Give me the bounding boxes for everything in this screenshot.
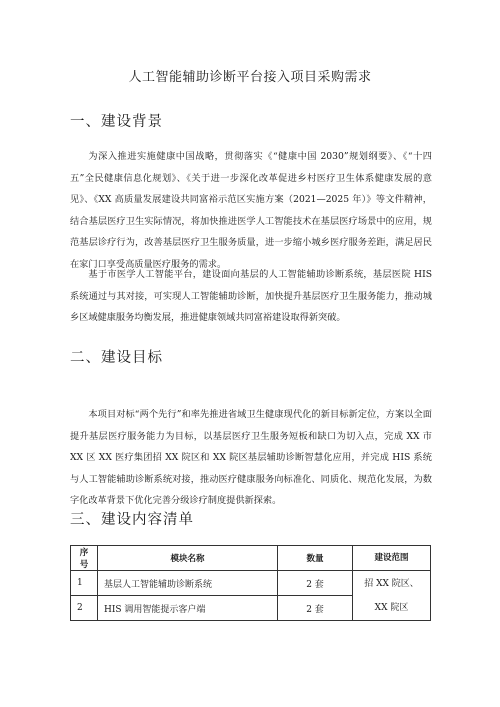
header-index: 序号 — [71, 546, 98, 571]
row-quantity: 2 套 — [278, 596, 353, 621]
header-quantity: 数量 — [278, 546, 353, 571]
row-module-name: HIS 调用智能提示客户端 — [98, 596, 278, 621]
background-paragraph-1: 为深入推进实施健康中国战略，贯彻落实《“健康中国 2030”规划纲要》、《“十四五”全民健康信息化规划》、《关于进一步深化改革促进乡村医疗卫生体系健康发展的意见》、《XX 高质量发展建设共同富裕示范区实施方案（2021—2025 年）》等文件精神，结合基层医疗卫生实际情况，将加快推进医学人工智能技术在基层医疗场景中的应用，规范基层诊疗行为，改善基层医疗卫生服务质量，进一步缩小城乡医疗服务差距，满足居民在家门口享受高质量医疗服务的需求。 — [70, 151, 432, 270]
row-quantity: 2 套 — [278, 571, 353, 596]
goals-paragraph: 本项目对标“两个先行”和率先推进省域卫生健康现代化的新目标新定位，方案以全面提升基层医疗服务能力为目标，以基层医疗卫生服务短板和缺口为切入点，完成 XX 市 XX 区 XX 医疗集团招 XX 院区和 XX 院区基层辅助诊断智慧化应用，并完成 HIS 系统与人工智能辅助诊断系统对接，推动医疗健康服务向标准化、同质化、规范化发展，为数字化改革背景下优化完善分级诊疗制度提供新探索。 — [70, 409, 432, 506]
table-row — [71, 571, 431, 596]
row-index: 1 — [71, 571, 98, 596]
section-heading-content-list: 三、建设内容清单 — [70, 512, 194, 528]
header-scope: 建设范围 — [353, 546, 431, 571]
row-module-name: 基层人工智能辅助诊断系统 — [98, 571, 278, 596]
background-paragraph-2: 基于市医学人工智能平台，建设面向基层的人工智能辅助诊断系统，基层医院 HIS 系统通过与其对接，可实现人工智能辅助诊断，加快提升基层医疗卫生服务能力，推动城乡区域健康服务均衡发展，推进健康领域共同富裕建设取得新突破。 — [70, 269, 432, 323]
section-heading-background: 一、建设背景 — [70, 114, 163, 130]
content-list-table — [70, 545, 431, 621]
row-scope: 招 XX 院区、XX 院区 — [353, 571, 431, 621]
header-module-name: 模块名称 — [98, 546, 278, 571]
section-heading-goals: 二、建设目标 — [70, 350, 163, 366]
row-index: 2 — [71, 596, 98, 621]
table-header-row — [71, 546, 431, 571]
document-title: 人工智能辅助诊断平台接入项目采购需求 — [128, 70, 372, 85]
